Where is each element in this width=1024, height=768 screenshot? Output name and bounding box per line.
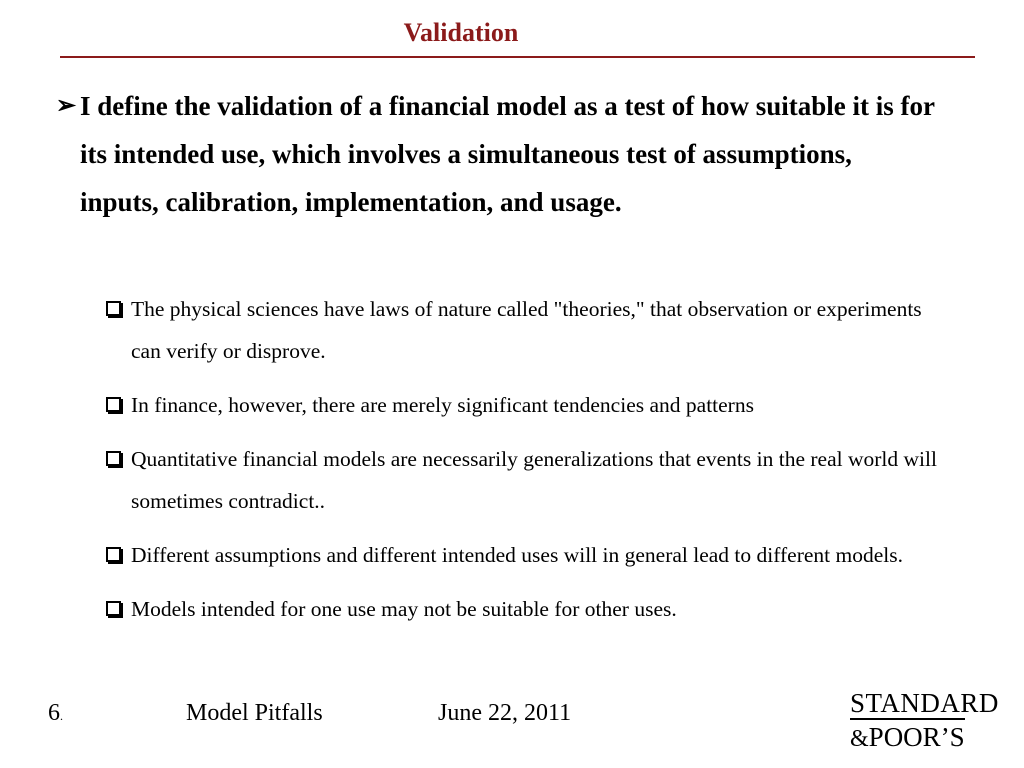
sub-bullet-item [106, 534, 956, 576]
main-bullet-text: I define the validation of a financial model as a test of how suitable it is for its intended use, which involves a simultaneous test of assumptions, inputs, calibration, implementation, and usage. [80, 91, 935, 217]
sub-bullet-item [106, 384, 956, 426]
footer-presentation-title: Model Pitfalls [186, 700, 323, 726]
sub-bullet-item [106, 588, 956, 630]
logo-poors-text: POOR’S [868, 722, 965, 752]
main-bullet [56, 82, 936, 226]
checkbox-bullet-icon [106, 601, 121, 616]
page-number-suffix: . [60, 709, 63, 723]
checkbox-bullet-icon [106, 547, 121, 562]
sub-bullet-text: In finance, however, there are merely significant tendencies and patterns [131, 393, 754, 417]
logo-line-standard: STANDARD [850, 688, 999, 718]
logo-line-poors [850, 718, 965, 754]
slide-title: Validation [403, 18, 519, 47]
sub-bullet-text: Models intended for one use may not be suitable for other uses. [131, 597, 677, 621]
sub-bullet-text: The physical sciences have laws of nature called "theories," that observation or experiments can verify or disprove. [131, 297, 922, 363]
page-number [48, 700, 63, 727]
page-number-value: 6 [48, 700, 60, 726]
sp-logo [850, 688, 1000, 754]
logo-ampersand: & [850, 726, 869, 752]
sub-bullet-item [106, 288, 956, 372]
arrow-right-icon: ➢ [56, 93, 77, 119]
sub-bullet-text: Quantitative financial models are necessarily generalizations that events in the real world will sometimes contradict.. [131, 447, 937, 513]
sub-bullet-item [106, 438, 956, 522]
checkbox-bullet-icon [106, 451, 121, 466]
title-divider [60, 56, 975, 58]
checkbox-bullet-icon [106, 397, 121, 412]
sub-bullet-list [106, 288, 956, 630]
sub-bullet-text: Different assumptions and different intended uses will in general lead to different models. [131, 543, 904, 567]
footer-date: June 22, 2011 [438, 700, 572, 726]
checkbox-bullet-icon [106, 301, 121, 316]
